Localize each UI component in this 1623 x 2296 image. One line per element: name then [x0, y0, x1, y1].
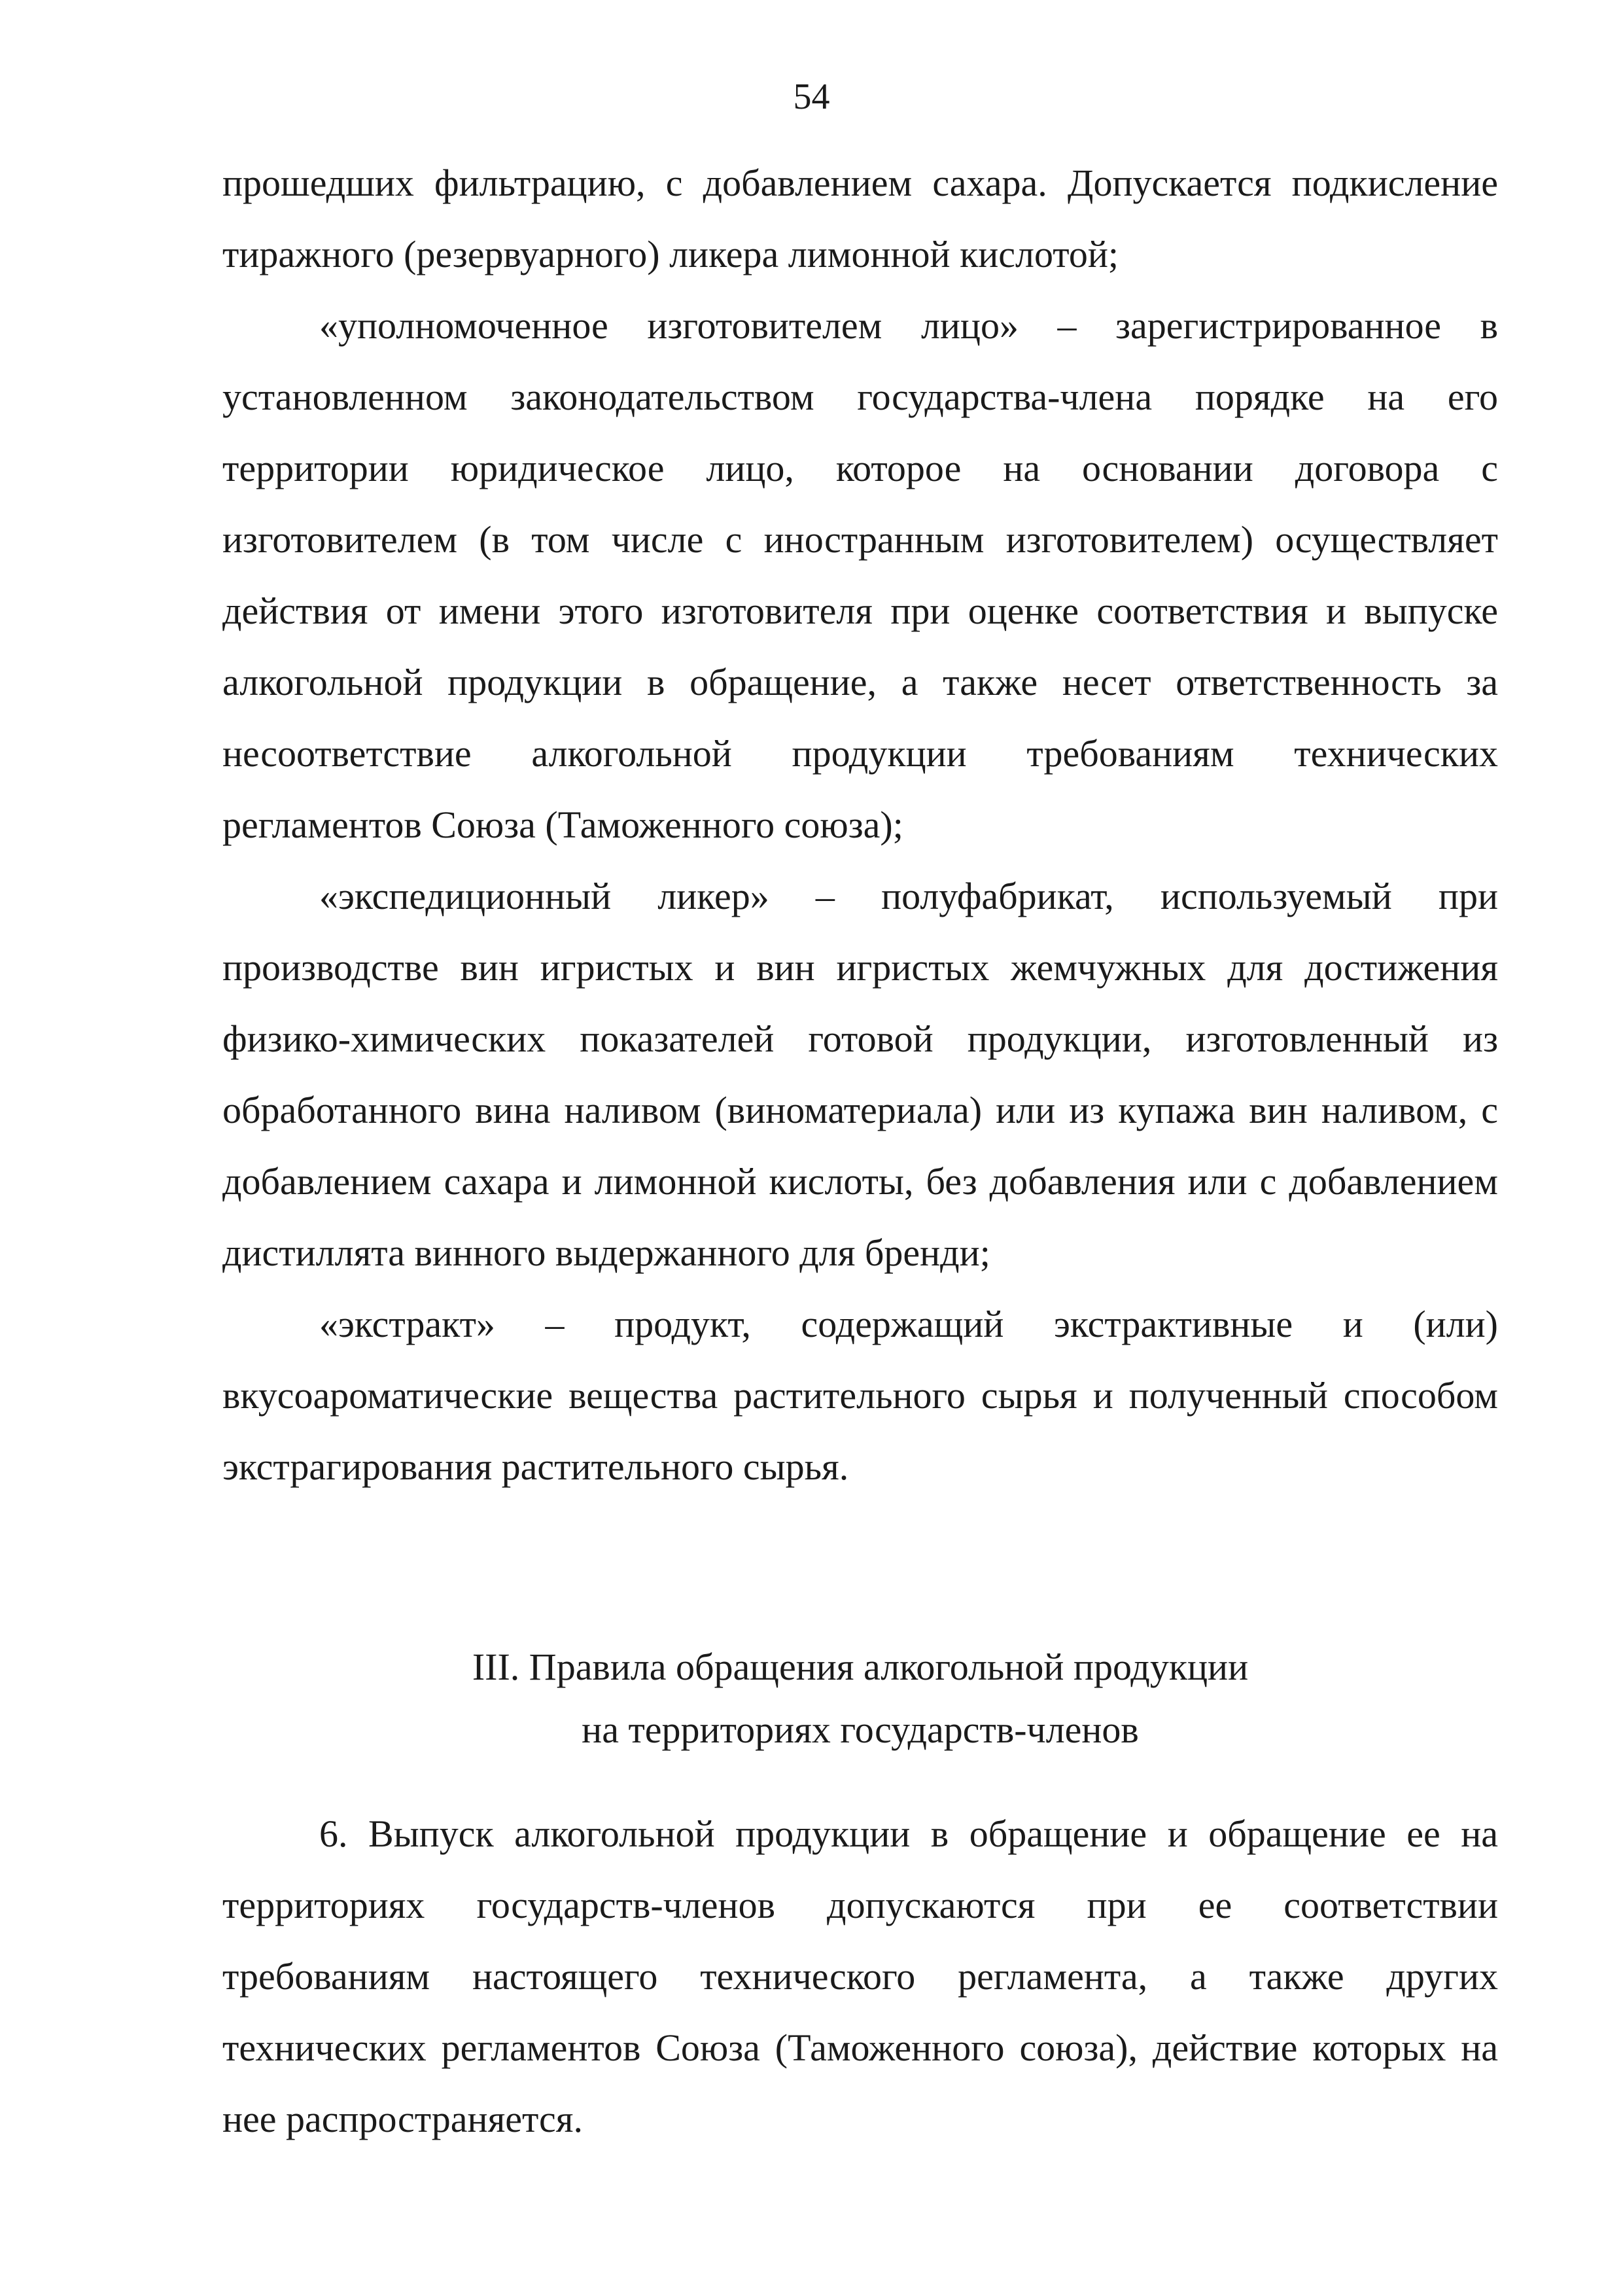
body-text-top	[222, 147, 1498, 1502]
section-heading	[222, 1636, 1498, 1761]
body-text-bottom	[222, 1798, 1498, 2155]
paragraph-extract: «экстракт» – продукт, содержащий экстрактивные и (или) вкусоароматические вещества растительного сырья и полученный способом экстрагирования растительного сырья.	[222, 1303, 1498, 1488]
paragraph-clause-6: 6. Выпуск алкогольной продукции в обращение и обращение ее на территориях государств-членов допускаются при ее соответствии требованиям настоящего технического регламента, а также других технических регламентов Союза (Таможенного союза), действие которых на нее распространяется.	[222, 1812, 1498, 2140]
paragraph-authorized-person: «уполномоченное изготовителем лицо» – зарегистрированное в установленном законодательством государства-члена порядке на его территории юридическое лицо, которое на основании договора с изготовителем (в том числе с иностранным изготовителем) осуществляет действия от имени этого изготовителя при оценке соответствия и выпуске алкогольной продукции в обращение, а также несет ответственность за несоответствие алкогольной продукции требованиям технических регламентов Союза (Таможенного союза);	[222, 304, 1498, 846]
section-heading-line-1: III. Правила обращения алкогольной продукции	[472, 1646, 1249, 1688]
page-number: 54	[793, 77, 830, 117]
paragraph-expedition-liqueur: «экспедиционный ликер» – полуфабрикат, используемый при производстве вин игристых и вин игристых жемчужных для достижения физико-химических показателей готовой продукции, изготовленный из обработанного вина наливом (виноматериала) или из купажа вин наливом, с добавлением сахара и лимонной кислоты, без добавления или с добавлением дистиллята винного выдержанного для бренди;	[222, 875, 1498, 1274]
paragraph-continuation: прошедших фильтрацию, с добавлением сахара. Допускается подкисление тиражного (резервуарного) ликера лимонной кислотой;	[222, 162, 1498, 275]
section-heading-line-2: на территориях государств-членов	[582, 1708, 1139, 1751]
